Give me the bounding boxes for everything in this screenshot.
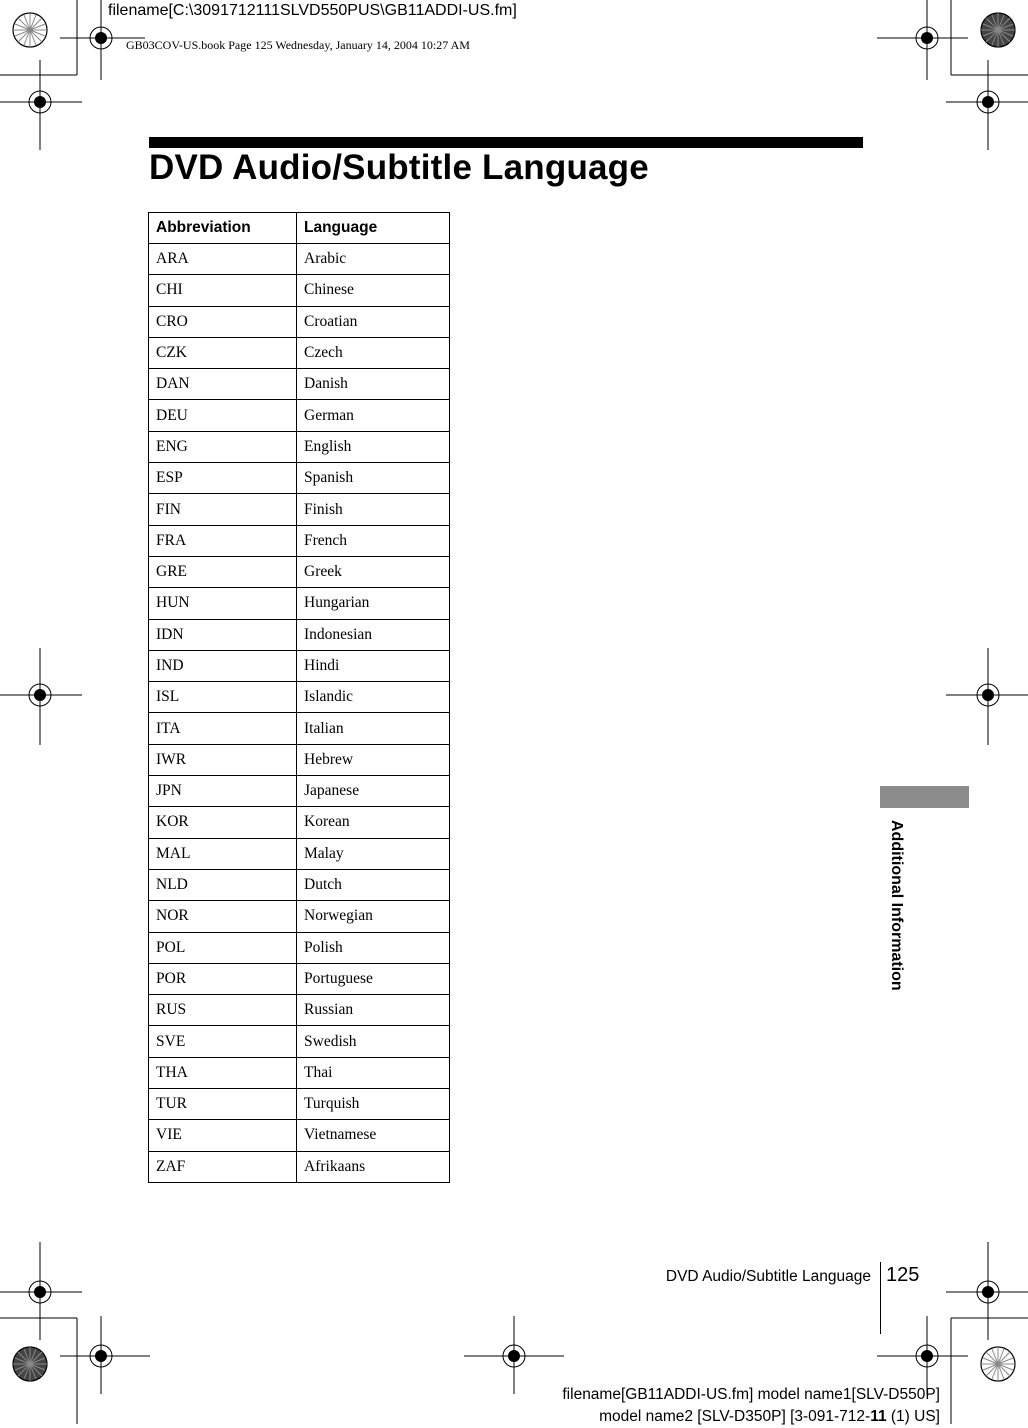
filename-footer-line2 bbox=[562, 1406, 940, 1428]
table-row bbox=[149, 588, 450, 619]
table-row bbox=[149, 807, 450, 838]
abbreviation-cell: IDN bbox=[149, 619, 297, 650]
table-row bbox=[149, 838, 450, 869]
abbreviation-cell: NOR bbox=[149, 901, 297, 932]
table-header-row bbox=[149, 213, 450, 244]
section-tab bbox=[880, 786, 969, 808]
table-row bbox=[149, 1089, 450, 1120]
column-header-language: Language bbox=[297, 213, 450, 244]
table-row bbox=[149, 463, 450, 494]
language-cell: Greek bbox=[297, 556, 450, 587]
abbreviation-cell: ITA bbox=[149, 713, 297, 744]
language-cell: Japanese bbox=[297, 776, 450, 807]
table-row bbox=[149, 337, 450, 368]
abbreviation-cell: JPN bbox=[149, 776, 297, 807]
language-cell: French bbox=[297, 525, 450, 556]
language-cell: Islandic bbox=[297, 682, 450, 713]
table-row bbox=[149, 713, 450, 744]
table-row bbox=[149, 744, 450, 775]
table-row bbox=[149, 494, 450, 525]
table-row bbox=[149, 556, 450, 587]
abbreviation-cell: VIE bbox=[149, 1120, 297, 1151]
abbreviation-cell: HUN bbox=[149, 588, 297, 619]
table-row bbox=[149, 1120, 450, 1151]
table-row bbox=[149, 244, 450, 275]
abbreviation-cell: ENG bbox=[149, 431, 297, 462]
abbreviation-cell: RUS bbox=[149, 995, 297, 1026]
table-row bbox=[149, 995, 450, 1026]
language-cell: German bbox=[297, 400, 450, 431]
section-tab-label: Additional Information bbox=[888, 820, 905, 991]
language-cell: Hindi bbox=[297, 650, 450, 681]
filename-footer-line2-text: model name2 [SLV-D350P] [3-091-712- bbox=[599, 1408, 871, 1425]
language-cell: Vietnamese bbox=[297, 1120, 450, 1151]
abbreviation-cell: ISL bbox=[149, 682, 297, 713]
language-cell: Finish bbox=[297, 494, 450, 525]
table-body bbox=[149, 244, 450, 1183]
page-number-rule bbox=[880, 1262, 881, 1334]
language-table bbox=[148, 212, 450, 1183]
table-row bbox=[149, 1026, 450, 1057]
book-info-line: GB03COV-US.book Page 125 Wednesday, January 14, 2004 10:27 AM bbox=[126, 38, 470, 52]
language-cell: Hebrew bbox=[297, 744, 450, 775]
table-row bbox=[149, 369, 450, 400]
abbreviation-cell: MAL bbox=[149, 838, 297, 869]
abbreviation-cell: KOR bbox=[149, 807, 297, 838]
abbreviation-cell: CHI bbox=[149, 275, 297, 306]
language-cell: Malay bbox=[297, 838, 450, 869]
table-row bbox=[149, 525, 450, 556]
abbreviation-cell: ARA bbox=[149, 244, 297, 275]
abbreviation-cell: DEU bbox=[149, 400, 297, 431]
language-cell: Norwegian bbox=[297, 901, 450, 932]
abbreviation-cell: GRE bbox=[149, 556, 297, 587]
footer-section-label: DVD Audio/Subtitle Language bbox=[665, 1268, 871, 1285]
abbreviation-cell: POL bbox=[149, 932, 297, 963]
abbreviation-cell: TUR bbox=[149, 1089, 297, 1120]
table-row bbox=[149, 901, 450, 932]
language-cell: Arabic bbox=[297, 244, 450, 275]
language-cell: Portuguese bbox=[297, 963, 450, 994]
language-cell: Russian bbox=[297, 995, 450, 1026]
table-row bbox=[149, 275, 450, 306]
page-title: DVD Audio/Subtitle Language bbox=[149, 148, 649, 187]
table-row bbox=[149, 431, 450, 462]
language-cell: Czech bbox=[297, 337, 450, 368]
language-cell: Croatian bbox=[297, 306, 450, 337]
abbreviation-cell: ESP bbox=[149, 463, 297, 494]
language-cell: Afrikaans bbox=[297, 1151, 450, 1182]
title-rule bbox=[149, 137, 863, 148]
filename-header: filename[C:\3091712111SLVD550PUS\GB11ADDI-US.fm] bbox=[108, 2, 517, 19]
language-cell: Thai bbox=[297, 1057, 450, 1088]
abbreviation-cell: IWR bbox=[149, 744, 297, 775]
language-cell: Korean bbox=[297, 807, 450, 838]
language-cell: Hungarian bbox=[297, 588, 450, 619]
language-cell: Dutch bbox=[297, 869, 450, 900]
language-cell: Italian bbox=[297, 713, 450, 744]
abbreviation-cell: SVE bbox=[149, 1026, 297, 1057]
table-row bbox=[149, 306, 450, 337]
table-row bbox=[149, 963, 450, 994]
filename-footer bbox=[562, 1384, 940, 1428]
table-row bbox=[149, 650, 450, 681]
abbreviation-cell: THA bbox=[149, 1057, 297, 1088]
table-row bbox=[149, 776, 450, 807]
table-row bbox=[149, 682, 450, 713]
table-row bbox=[149, 400, 450, 431]
abbreviation-cell: POR bbox=[149, 963, 297, 994]
column-header-abbreviation: Abbreviation bbox=[149, 213, 297, 244]
table-row bbox=[149, 1057, 450, 1088]
filename-footer-line1: filename[GB11ADDI-US.fm] model name1[SLV-D550P] bbox=[562, 1386, 940, 1403]
table-row bbox=[149, 1151, 450, 1182]
language-cell: English bbox=[297, 431, 450, 462]
language-cell: Danish bbox=[297, 369, 450, 400]
abbreviation-cell: CRO bbox=[149, 306, 297, 337]
abbreviation-cell: ZAF bbox=[149, 1151, 297, 1182]
language-cell: Indonesian bbox=[297, 619, 450, 650]
language-cell: Polish bbox=[297, 932, 450, 963]
abbreviation-cell: IND bbox=[149, 650, 297, 681]
table-row bbox=[149, 619, 450, 650]
language-cell: Swedish bbox=[297, 1026, 450, 1057]
table-row bbox=[149, 869, 450, 900]
page-number: 125 bbox=[886, 1264, 920, 1286]
abbreviation-cell: FIN bbox=[149, 494, 297, 525]
language-cell: Turquish bbox=[297, 1089, 450, 1120]
table-row bbox=[149, 932, 450, 963]
language-cell: Chinese bbox=[297, 275, 450, 306]
language-cell: Spanish bbox=[297, 463, 450, 494]
abbreviation-cell: FRA bbox=[149, 525, 297, 556]
abbreviation-cell: NLD bbox=[149, 869, 297, 900]
abbreviation-cell: CZK bbox=[149, 337, 297, 368]
abbreviation-cell: DAN bbox=[149, 369, 297, 400]
filename-footer-line2-tail: (1) US] bbox=[886, 1408, 940, 1425]
filename-footer-line2-bold: 11 bbox=[870, 1408, 887, 1425]
